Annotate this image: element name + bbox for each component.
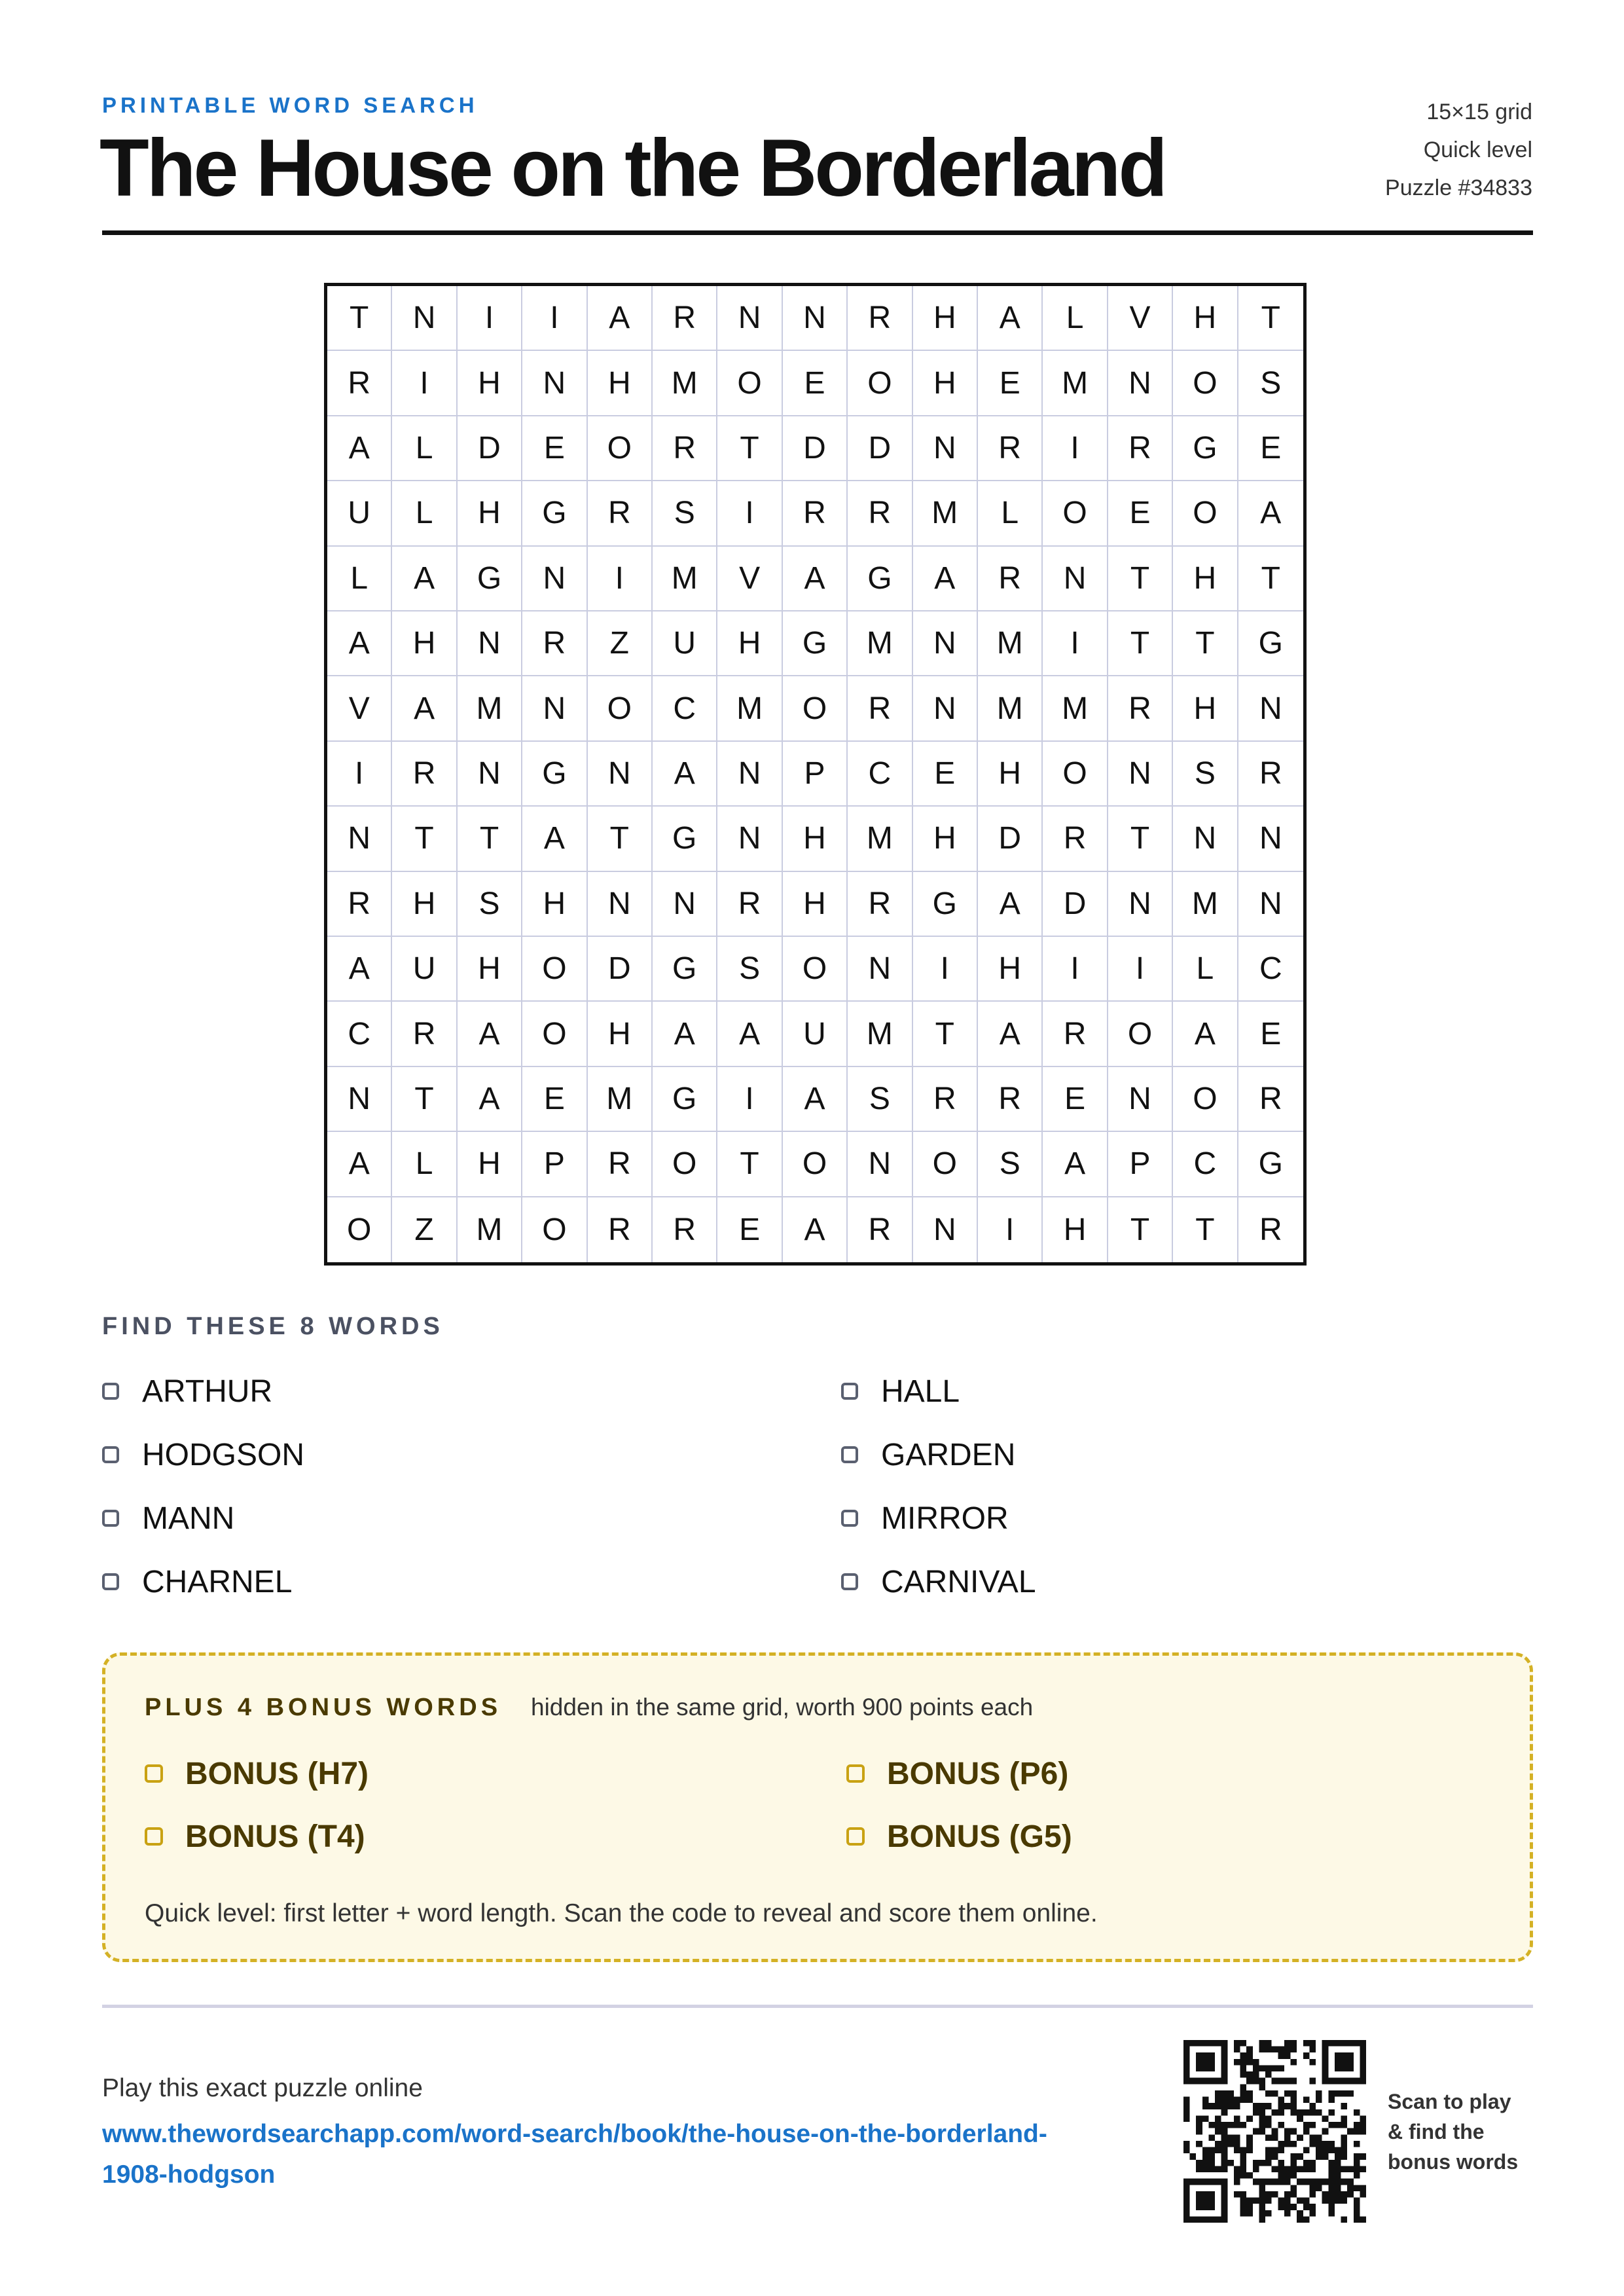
grid-cell[interactable]: M	[717, 676, 782, 741]
grid-cell[interactable]: N	[913, 676, 978, 741]
grid-cell[interactable]: R	[783, 481, 848, 546]
puzzle-link[interactable]: www.thewordsearchapp.com/word-search/book/the-house-on-the-borderland-1908-hodgson	[102, 2120, 1047, 2189]
grid-cell[interactable]: I	[1043, 416, 1108, 481]
grid-cell[interactable]: H	[1173, 676, 1238, 741]
grid-cell[interactable]: H	[1173, 547, 1238, 611]
grid-cell[interactable]: R	[588, 1132, 653, 1197]
checkbox-icon[interactable]	[841, 1510, 858, 1527]
grid-cell[interactable]: I	[1108, 937, 1173, 1002]
grid-cell[interactable]: G	[1238, 611, 1303, 676]
grid-cell[interactable]: T	[1173, 1197, 1238, 1262]
grid-cell[interactable]: N	[783, 286, 848, 351]
grid-cell[interactable]: H	[717, 611, 782, 676]
footer-divider	[102, 2005, 1533, 2008]
checkbox-icon[interactable]	[846, 1764, 865, 1783]
grid-cell[interactable]: D	[848, 416, 912, 481]
grid-cell[interactable]: O	[653, 1132, 717, 1197]
grid-cell[interactable]: U	[653, 611, 717, 676]
grid-cell[interactable]: R	[717, 872, 782, 937]
grid-cell[interactable]: S	[717, 937, 782, 1002]
grid-cell[interactable]: N	[653, 872, 717, 937]
letter-grid[interactable]	[324, 283, 1307, 1266]
scan-caption: Scan to play & find the bonus words	[1388, 2090, 1519, 2174]
find-heading: FIND THESE 8 WORDS	[102, 1313, 444, 1340]
grid-cell[interactable]: T	[1108, 1197, 1173, 1262]
grid-cell[interactable]: P	[522, 1132, 587, 1197]
grid-cell[interactable]: G	[653, 1067, 717, 1132]
word-item[interactable]	[841, 1435, 1533, 1474]
grid-cell[interactable]: L	[1043, 286, 1108, 351]
grid-cell[interactable]: H	[913, 286, 978, 351]
bonus-word-label: BONUS (T4)	[185, 1819, 365, 1854]
grid-cell[interactable]: V	[717, 547, 782, 611]
word-label: MANN	[142, 1501, 235, 1536]
grid-cell[interactable]: R	[978, 547, 1043, 611]
grid-cell[interactable]: I	[978, 1197, 1043, 1262]
grid-cell[interactable]: R	[978, 416, 1043, 481]
grid-cell[interactable]: I	[913, 937, 978, 1002]
grid-cell[interactable]: R	[913, 1067, 978, 1132]
grid-cell[interactable]: O	[783, 937, 848, 1002]
bonus-word-label: BONUS (H7)	[185, 1756, 369, 1791]
grid-cell[interactable]: L	[978, 481, 1043, 546]
grid-cell[interactable]: H	[392, 611, 457, 676]
grid-cell[interactable]: M	[1173, 872, 1238, 937]
grid-cell[interactable]: N	[1238, 872, 1303, 937]
grid-cell[interactable]: O	[1173, 481, 1238, 546]
grid-cell[interactable]: N	[458, 611, 522, 676]
grid-cell[interactable]: N	[717, 807, 782, 871]
grid-cell[interactable]: R	[392, 742, 457, 807]
grid-cell[interactable]: A	[978, 286, 1043, 351]
grid-cell[interactable]: H	[588, 351, 653, 416]
checkbox-icon[interactable]	[102, 1383, 119, 1400]
word-item[interactable]	[102, 1435, 841, 1474]
checkbox-icon[interactable]	[145, 1764, 163, 1783]
grid-cell[interactable]: O	[783, 1132, 848, 1197]
bonus-heading: PLUS 4 BONUS WORDS	[145, 1694, 502, 1721]
grid-cell[interactable]: G	[653, 807, 717, 871]
grid-cell[interactable]: Z	[588, 611, 653, 676]
grid-cell[interactable]: S	[1173, 742, 1238, 807]
grid-cell[interactable]: R	[848, 481, 912, 546]
grid-cell[interactable]: T	[458, 807, 522, 871]
grid-cell[interactable]: E	[978, 351, 1043, 416]
puzzle-meta	[1385, 93, 1532, 207]
grid-cell[interactable]: D	[978, 807, 1043, 871]
grid-cell[interactable]: T	[327, 286, 392, 351]
grid-cell[interactable]: E	[522, 416, 587, 481]
title-divider	[102, 230, 1533, 235]
grid-cell[interactable]: G	[848, 547, 912, 611]
grid-cell[interactable]: N	[327, 1067, 392, 1132]
qr-code-icon[interactable]	[1183, 2040, 1366, 2223]
grid-cell[interactable]: O	[1173, 1067, 1238, 1132]
word-item[interactable]	[102, 1499, 841, 1538]
grid-cell[interactable]: O	[1108, 1002, 1173, 1066]
grid-cell[interactable]: N	[327, 807, 392, 871]
bonus-word-item[interactable]	[145, 1754, 846, 1793]
grid-cell[interactable]: E	[1043, 1067, 1108, 1132]
grid-cell[interactable]: M	[588, 1067, 653, 1132]
level-label: Quick level	[1423, 137, 1532, 162]
word-label: ARTHUR	[142, 1374, 273, 1409]
grid-cell[interactable]: G	[783, 611, 848, 676]
grid-cell[interactable]: H	[392, 872, 457, 937]
grid-cell[interactable]: R	[1108, 676, 1173, 741]
grid-cell[interactable]: T	[913, 1002, 978, 1066]
grid-cell[interactable]: N	[848, 937, 912, 1002]
grid-cell[interactable]: H	[978, 937, 1043, 1002]
word-label: HALL	[881, 1374, 960, 1409]
grid-cell[interactable]: P	[783, 742, 848, 807]
grid-cell[interactable]: N	[522, 547, 587, 611]
grid-cell[interactable]: A	[783, 547, 848, 611]
bonus-word-item[interactable]	[846, 1754, 1305, 1793]
grid-cell[interactable]: E	[913, 742, 978, 807]
grid-cell[interactable]: A	[913, 547, 978, 611]
grid-cell[interactable]: N	[392, 286, 457, 351]
grid-cell[interactable]: R	[1043, 807, 1108, 871]
grid-cell[interactable]: D	[588, 937, 653, 1002]
grid-size-label: 15×15 grid	[1426, 100, 1532, 124]
grid-cell[interactable]: M	[653, 547, 717, 611]
grid-cell[interactable]: A	[978, 1002, 1043, 1066]
checkbox-icon[interactable]	[846, 1827, 865, 1846]
grid-cell[interactable]: R	[392, 1002, 457, 1066]
grid-cell[interactable]: I	[717, 1067, 782, 1132]
checkbox-icon[interactable]	[841, 1573, 858, 1590]
grid-cell[interactable]: N	[522, 351, 587, 416]
grid-cell[interactable]: C	[653, 676, 717, 741]
grid-cell[interactable]: O	[783, 676, 848, 741]
grid-cell[interactable]: I	[327, 742, 392, 807]
grid-cell[interactable]: R	[327, 872, 392, 937]
grid-cell[interactable]: H	[1173, 286, 1238, 351]
bonus-subheading: hidden in the same grid, worth 900 points each	[531, 1694, 1034, 1721]
grid-cell[interactable]: S	[978, 1132, 1043, 1197]
grid-cell[interactable]: C	[1238, 937, 1303, 1002]
grid-cell[interactable]: L	[327, 547, 392, 611]
word-item[interactable]	[102, 1372, 841, 1411]
grid-cell[interactable]: T	[1108, 807, 1173, 871]
grid-cell[interactable]: A	[458, 1067, 522, 1132]
grid-cell[interactable]: N	[1108, 742, 1173, 807]
grid-cell[interactable]: T	[1238, 286, 1303, 351]
grid-cell[interactable]: R	[653, 286, 717, 351]
grid-cell[interactable]: A	[1238, 481, 1303, 546]
grid-cell[interactable]: N	[1238, 676, 1303, 741]
grid-cell[interactable]: A	[392, 547, 457, 611]
grid-cell[interactable]: R	[1238, 1067, 1303, 1132]
word-item[interactable]	[841, 1499, 1533, 1538]
grid-cell[interactable]: H	[1043, 1197, 1108, 1262]
bonus-word-item[interactable]	[846, 1817, 1305, 1856]
grid-cell[interactable]: D	[458, 416, 522, 481]
grid-cell[interactable]: T	[392, 807, 457, 871]
grid-cell[interactable]: I	[588, 547, 653, 611]
grid-cell[interactable]: U	[392, 937, 457, 1002]
grid-cell[interactable]: N	[913, 611, 978, 676]
grid-cell[interactable]: N	[588, 742, 653, 807]
grid-cell[interactable]: H	[522, 872, 587, 937]
grid-cell[interactable]: G	[653, 937, 717, 1002]
grid-cell[interactable]: N	[458, 742, 522, 807]
grid-cell[interactable]: I	[392, 351, 457, 416]
grid-cell[interactable]: I	[1043, 937, 1108, 1002]
grid-cell[interactable]: R	[653, 1197, 717, 1262]
grid-cell[interactable]: M	[848, 807, 912, 871]
grid-cell[interactable]: V	[1108, 286, 1173, 351]
puzzle-number: Puzzle #34833	[1385, 175, 1532, 200]
grid-cell[interactable]: E	[1238, 416, 1303, 481]
bonus-word-label: BONUS (G5)	[887, 1819, 1072, 1854]
grid-cell[interactable]: H	[458, 937, 522, 1002]
grid-cell[interactable]: E	[717, 1197, 782, 1262]
grid-cell[interactable]: A	[522, 807, 587, 871]
grid-cell[interactable]: M	[653, 351, 717, 416]
grid-cell[interactable]: O	[327, 1197, 392, 1262]
grid-cell[interactable]: M	[1043, 351, 1108, 416]
grid-cell[interactable]: A	[717, 1002, 782, 1066]
grid-cell[interactable]: E	[522, 1067, 587, 1132]
checkbox-icon[interactable]	[102, 1510, 119, 1527]
grid-cell[interactable]: N	[1108, 1067, 1173, 1132]
grid-cell[interactable]: L	[1173, 937, 1238, 1002]
grid-cell[interactable]: T	[717, 1132, 782, 1197]
grid-cell[interactable]: Z	[392, 1197, 457, 1262]
grid-cell[interactable]: R	[653, 416, 717, 481]
grid-cell[interactable]: A	[978, 872, 1043, 937]
grid-cell[interactable]: N	[717, 742, 782, 807]
grid-cell[interactable]: N	[1173, 807, 1238, 871]
grid-cell[interactable]: O	[588, 676, 653, 741]
bonus-word-item[interactable]	[145, 1817, 846, 1856]
grid-cell[interactable]: O	[913, 1132, 978, 1197]
word-label: MIRROR	[881, 1501, 1009, 1536]
grid-cell[interactable]: R	[848, 676, 912, 741]
grid-cell[interactable]: T	[588, 807, 653, 871]
bonus-word-label: BONUS (P6)	[887, 1756, 1069, 1791]
grid-cell[interactable]: R	[1108, 416, 1173, 481]
grid-cell[interactable]: T	[1238, 547, 1303, 611]
grid-cell[interactable]: O	[1173, 351, 1238, 416]
grid-cell[interactable]: H	[978, 742, 1043, 807]
grid-cell[interactable]: A	[327, 416, 392, 481]
checkbox-icon[interactable]	[102, 1573, 119, 1590]
grid-cell[interactable]: T	[1108, 611, 1173, 676]
grid-cell[interactable]: O	[522, 1002, 587, 1066]
grid-cell[interactable]: M	[848, 1002, 912, 1066]
kicker: PRINTABLE WORD SEARCH	[102, 93, 478, 117]
grid-cell[interactable]: M	[978, 611, 1043, 676]
grid-cell[interactable]: H	[458, 1132, 522, 1197]
grid-cell[interactable]: O	[588, 416, 653, 481]
grid-cell[interactable]: G	[1173, 416, 1238, 481]
grid-cell[interactable]: R	[327, 351, 392, 416]
grid-cell[interactable]: H	[783, 872, 848, 937]
grid-cell[interactable]: N	[913, 416, 978, 481]
grid-cell[interactable]: R	[1043, 1002, 1108, 1066]
grid-cell[interactable]: R	[588, 481, 653, 546]
grid-cell[interactable]: S	[458, 872, 522, 937]
grid-cell[interactable]: H	[588, 1002, 653, 1066]
grid-cell[interactable]: N	[1238, 807, 1303, 871]
grid-cell[interactable]: R	[588, 1197, 653, 1262]
grid-cell[interactable]: H	[458, 351, 522, 416]
grid-cell[interactable]: A	[327, 937, 392, 1002]
grid-cell[interactable]: A	[392, 676, 457, 741]
grid-cell[interactable]: L	[392, 481, 457, 546]
word-label: CARNIVAL	[881, 1564, 1036, 1599]
word-label: GARDEN	[881, 1437, 1016, 1472]
grid-cell[interactable]: E	[1238, 1002, 1303, 1066]
grid-cell[interactable]: T	[1108, 547, 1173, 611]
grid-cell[interactable]: R	[522, 611, 587, 676]
grid-cell[interactable]: P	[1108, 1132, 1173, 1197]
grid-cell[interactable]: G	[522, 481, 587, 546]
page-title: The House on the Borderland	[99, 123, 1166, 213]
grid-cell[interactable]: G	[458, 547, 522, 611]
grid-cell[interactable]: U	[327, 481, 392, 546]
word-item[interactable]	[102, 1562, 841, 1601]
grid-cell[interactable]: O	[1043, 481, 1108, 546]
grid-cell[interactable]: I	[458, 286, 522, 351]
grid-cell[interactable]: R	[978, 1067, 1043, 1132]
grid-cell[interactable]: V	[327, 676, 392, 741]
grid-cell[interactable]: A	[653, 1002, 717, 1066]
grid-cell[interactable]: C	[327, 1002, 392, 1066]
bonus-panel	[102, 1652, 1533, 1962]
word-item[interactable]	[841, 1372, 1533, 1411]
grid-cell[interactable]: R	[848, 872, 912, 937]
grid-cell[interactable]: A	[783, 1197, 848, 1262]
grid-cell[interactable]: N	[522, 676, 587, 741]
grid-cell[interactable]: N	[588, 872, 653, 937]
grid-cell[interactable]: A	[327, 611, 392, 676]
grid-cell[interactable]: D	[1043, 872, 1108, 937]
grid-cell[interactable]: I	[1043, 611, 1108, 676]
grid-cell[interactable]: U	[783, 1002, 848, 1066]
grid-cell[interactable]: M	[913, 481, 978, 546]
grid-cell[interactable]: M	[848, 611, 912, 676]
word-item[interactable]	[841, 1562, 1533, 1601]
word-label: CHARNEL	[142, 1564, 293, 1599]
grid-cell[interactable]: A	[1173, 1002, 1238, 1066]
grid-cell[interactable]: N	[1043, 547, 1108, 611]
grid-cell[interactable]: R	[848, 286, 912, 351]
grid-cell[interactable]: N	[717, 286, 782, 351]
grid-cell[interactable]: E	[1108, 481, 1173, 546]
grid-cell[interactable]: O	[522, 1197, 587, 1262]
grid-cell[interactable]: S	[1238, 351, 1303, 416]
grid-cell[interactable]: A	[653, 742, 717, 807]
grid-cell[interactable]: G	[522, 742, 587, 807]
checkbox-icon[interactable]	[145, 1827, 163, 1846]
grid-cell[interactable]: A	[458, 1002, 522, 1066]
grid-cell[interactable]: N	[913, 1197, 978, 1262]
bonus-word-list	[145, 1754, 1305, 1880]
grid-cell[interactable]: N	[848, 1132, 912, 1197]
grid-cell[interactable]: L	[392, 1132, 457, 1197]
grid-cell[interactable]: T	[1173, 611, 1238, 676]
grid-cell[interactable]: C	[1173, 1132, 1238, 1197]
word-list	[102, 1372, 1533, 1626]
grid-cell[interactable]: E	[783, 351, 848, 416]
grid-cell[interactable]: S	[653, 481, 717, 546]
grid-cell[interactable]: H	[913, 351, 978, 416]
grid-cell[interactable]: M	[1043, 676, 1108, 741]
grid-cell[interactable]: I	[522, 286, 587, 351]
grid-cell[interactable]: M	[978, 676, 1043, 741]
grid-cell[interactable]: A	[327, 1132, 392, 1197]
grid-cell[interactable]: N	[1108, 351, 1173, 416]
grid-cell[interactable]: I	[717, 481, 782, 546]
bonus-note: Quick level: first letter + word length. Scan the code to reveal and score them online.	[145, 1899, 1098, 1927]
grid-cell[interactable]: G	[913, 872, 978, 937]
grid-cell[interactable]: A	[783, 1067, 848, 1132]
grid-cell[interactable]: T	[717, 416, 782, 481]
checkbox-icon[interactable]	[841, 1383, 858, 1400]
grid-cell[interactable]: O	[848, 351, 912, 416]
grid-cell[interactable]: H	[913, 807, 978, 871]
grid-cell[interactable]: R	[1259, 1212, 1282, 1247]
grid-cell[interactable]: S	[848, 1067, 912, 1132]
grid-cell[interactable]: H	[458, 481, 522, 546]
grid-cell[interactable]: O	[522, 937, 587, 1002]
grid-cell[interactable]: G	[1238, 1132, 1303, 1197]
grid-cell[interactable]: A	[588, 286, 653, 351]
grid-cell[interactable]: O	[717, 351, 782, 416]
checkbox-icon[interactable]	[102, 1446, 119, 1463]
grid-cell[interactable]: L	[392, 416, 457, 481]
grid-cell[interactable]: H	[783, 807, 848, 871]
grid-cell[interactable]: D	[783, 416, 848, 481]
grid-cell[interactable]: A	[1043, 1132, 1108, 1197]
grid-cell[interactable]: R	[1238, 742, 1303, 807]
play-online-label: Play this exact puzzle online	[102, 2074, 423, 2102]
grid-cell[interactable]: R	[848, 1197, 912, 1262]
grid-cell[interactable]: M	[458, 676, 522, 741]
grid-cell[interactable]: T	[392, 1067, 457, 1132]
grid-cell[interactable]: O	[1043, 742, 1108, 807]
word-label: HODGSON	[142, 1437, 305, 1472]
grid-cell[interactable]: N	[1108, 872, 1173, 937]
checkbox-icon[interactable]	[841, 1446, 858, 1463]
grid-cell[interactable]: M	[458, 1197, 522, 1262]
grid-cell[interactable]: C	[848, 742, 912, 807]
